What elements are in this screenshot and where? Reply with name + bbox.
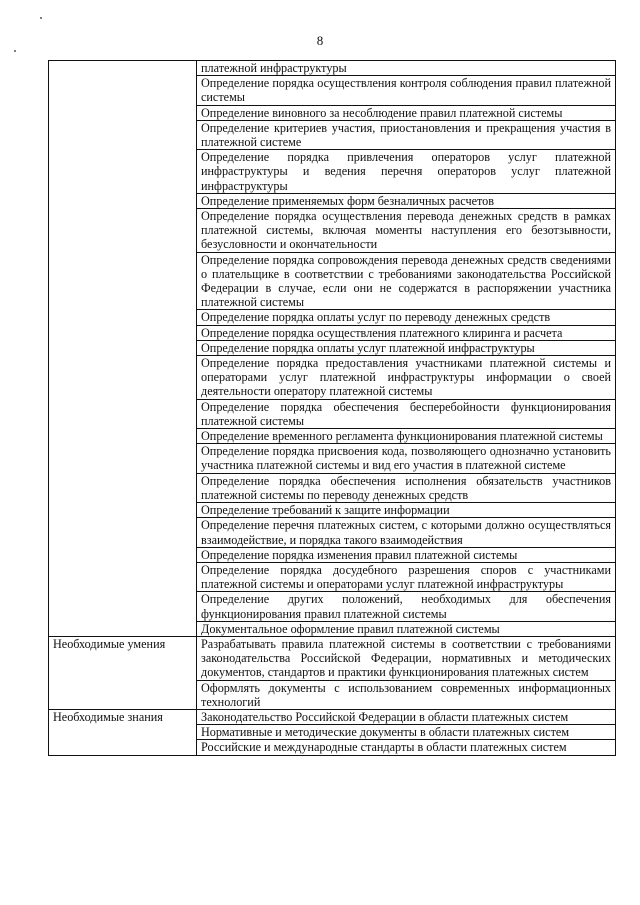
row-group-label <box>49 61 197 637</box>
row-group-label: Необходимые умения <box>49 636 197 709</box>
table-cell: Определение порядка предоставления участниками платежной системы и операторами услуг платежной инфраструктуры информации о своей деятельности оператору платежной системы <box>197 356 616 400</box>
table-row <box>49 636 616 680</box>
table-cell: Определение применяемых форм безналичных расчетов <box>197 193 616 208</box>
table-cell: Определение порядка осуществления контроля соблюдения правил платежной системы <box>197 76 616 105</box>
table-cell: Определение порядка досудебного разрешения споров с участниками платежной системы и операторами услуг платежной инфраструктуры <box>197 562 616 591</box>
table-cell: Определение порядка оплаты услуг платежной инфраструктуры <box>197 340 616 355</box>
table-cell: Российские и международные стандарты в области платежных систем <box>197 740 616 755</box>
table-cell: Определение порядка обеспечения исполнения обязательств участников платежной системы по переводу денежных средств <box>197 473 616 502</box>
table-cell: Определение порядка обеспечения бесперебойности функционирования платежной системы <box>197 399 616 428</box>
table-cell: Определение порядка сопровождения перевода денежных средств сведениями о плательщике в соответствии с требованиями законодательства Российской Федерации в случае, если они не содержатся в распоряжении участника платежной системы <box>197 252 616 310</box>
table-cell: Определение порядка присвоения кода, позволяющего однозначно установить участника платежной системы и вид его участия в платежной системе <box>197 444 616 473</box>
table-cell: Определение временного регламента функционирования платежной системы <box>197 429 616 444</box>
scan-speck <box>14 50 16 52</box>
table-cell: Определение требований к защите информации <box>197 503 616 518</box>
table-cell: Определение порядка оплаты услуг по переводу денежных средств <box>197 310 616 325</box>
competency-table <box>48 60 616 756</box>
table-cell: платежной инфраструктуры <box>197 61 616 76</box>
table-cell: Определение виновного за несоблюдение правил платежной системы <box>197 105 616 120</box>
table-cell: Нормативные и методические документы в области платежных систем <box>197 725 616 740</box>
row-group-label: Необходимые знания <box>49 709 197 755</box>
page-number: 8 <box>316 33 324 48</box>
table-cell: Определение порядка изменения правил платежной системы <box>197 547 616 562</box>
table-row <box>49 61 616 76</box>
table-cell: Оформлять документы с использованием современных информационных технологий <box>197 680 616 709</box>
table-cell: Определение порядка осуществления платежного клиринга и расчета <box>197 325 616 340</box>
table-cell: Законодательство Российской Федерации в области платежных систем <box>197 709 616 724</box>
table-cell: Определение критериев участия, приостановления и прекращения участия в платежной системе <box>197 120 616 149</box>
table-cell: Определение других положений, необходимых для обеспечения функционирования правил платежной системы <box>197 592 616 621</box>
table-cell: Документальное оформление правил платежной системы <box>197 621 616 636</box>
table-cell: Определение порядка осуществления перевода денежных средств в рамках платежной системы, включая моменты наступления его безотзывности, безусловности и окончательности <box>197 209 616 253</box>
table-cell: Определение порядка привлечения операторов услуг платежной инфраструктуры и ведения перечня операторов услуг платежной инфраструктуры <box>197 150 616 194</box>
table-cell: Определение перечня платежных систем, с которыми должно осуществляться взаимодействие, и порядка такого взаимодействия <box>197 518 616 547</box>
scan-speck <box>40 17 42 19</box>
table-cell: Разрабатывать правила платежной системы в соответствии с требованиями законодательства Российской Федерации, нормативных и методических документов, стандартов и практики функционирования платежных систем <box>197 636 616 680</box>
table-body <box>49 61 616 756</box>
table-row <box>49 709 616 724</box>
